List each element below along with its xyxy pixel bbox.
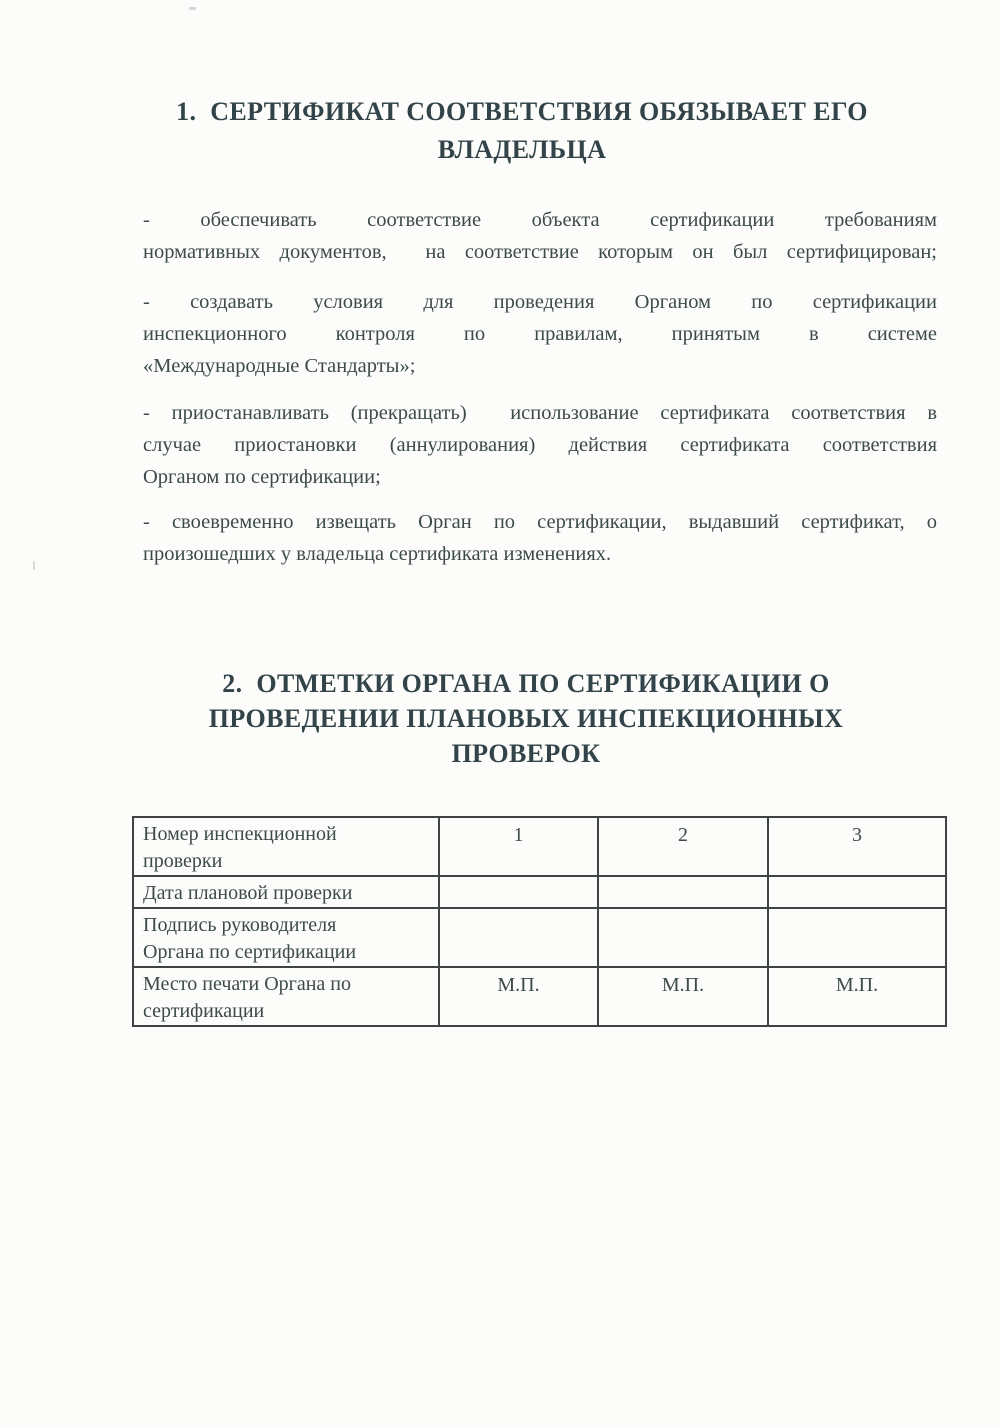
table-cell: [598, 908, 768, 967]
inspection-checks-table: [132, 816, 947, 1027]
table-cell: М.П.: [598, 967, 768, 1026]
text-line: - обеспечивать соответствие объекта сертификации требованиям: [143, 209, 937, 231]
section2-heading: [52, 666, 1000, 771]
cell-line: Место печати Органа по: [143, 973, 351, 995]
section1-heading: [44, 93, 1000, 169]
scan-artifact: [33, 561, 35, 570]
cell-line: Органа по сертификации: [143, 941, 357, 963]
text-line: - своевременно извещать Орган по сертификации, выдавший сертификат, о: [143, 511, 937, 533]
heading-line: ВЛАДЕЛЬЦА: [437, 135, 607, 164]
table-cell: [439, 908, 598, 967]
obligation-paragraph-3: [143, 397, 937, 493]
heading-line: 1. СЕРТИФИКАТ СООТВЕТСТВИЯ ОБЯЗЫВАЕТ ЕГО: [176, 97, 868, 126]
cell-line: Дата плановой проверки: [143, 882, 353, 904]
table-cell: 3: [768, 817, 946, 876]
obligation-paragraph-4: [143, 506, 937, 570]
cell-line: Подпись руководителя: [143, 914, 337, 936]
text-line: - создавать условия для проведения Органом по сертификации: [143, 291, 937, 313]
table-cell: 1: [439, 817, 598, 876]
cell-line: Номер инспекционной: [143, 823, 337, 845]
text-line: - приостанавливать (прекращать) использование сертификата соответствия в: [143, 402, 937, 424]
table-cell: [768, 876, 946, 908]
table-cell: [439, 876, 598, 908]
text-line: случае приостановки (аннулирования) действия сертификата соответствия: [143, 434, 937, 456]
cell-line: проверки: [143, 850, 223, 872]
heading-line: ПРОВЕДЕНИИ ПЛАНОВЫХ ИНСПЕКЦИОННЫХ: [208, 704, 844, 733]
text-line: нормативных документов, на соответствие которым он был сертифицирован;: [143, 241, 937, 263]
text-line: Органом по сертификации;: [143, 466, 381, 488]
cell-line: сертификации: [143, 1000, 265, 1022]
heading-line: ПРОВЕРОК: [451, 739, 601, 768]
heading-line: 2. ОТМЕТКИ ОРГАНА ПО СЕРТИФИКАЦИИ О: [222, 669, 830, 698]
table-cell: [768, 908, 946, 967]
text-line: инспекционного контроля по правилам, принятым в системе: [143, 323, 937, 345]
table-cell: 2: [598, 817, 768, 876]
table-row: [133, 876, 946, 908]
row-label-cell: [133, 967, 439, 1026]
table-row: [133, 817, 946, 876]
row-label-cell: [133, 876, 439, 908]
obligation-paragraph-1: [143, 204, 937, 268]
table-row: [133, 967, 946, 1026]
scan-artifact: [189, 7, 196, 10]
table-cell: [598, 876, 768, 908]
table-row: [133, 908, 946, 967]
text-line: «Международные Стандарты»;: [143, 355, 416, 377]
row-label-cell: [133, 817, 439, 876]
table-cell: М.П.: [439, 967, 598, 1026]
table-cell: М.П.: [768, 967, 946, 1026]
obligation-paragraph-2: [143, 286, 937, 382]
text-line: произошедших у владельца сертификата изменениях.: [143, 543, 612, 565]
row-label-cell: [133, 908, 439, 967]
